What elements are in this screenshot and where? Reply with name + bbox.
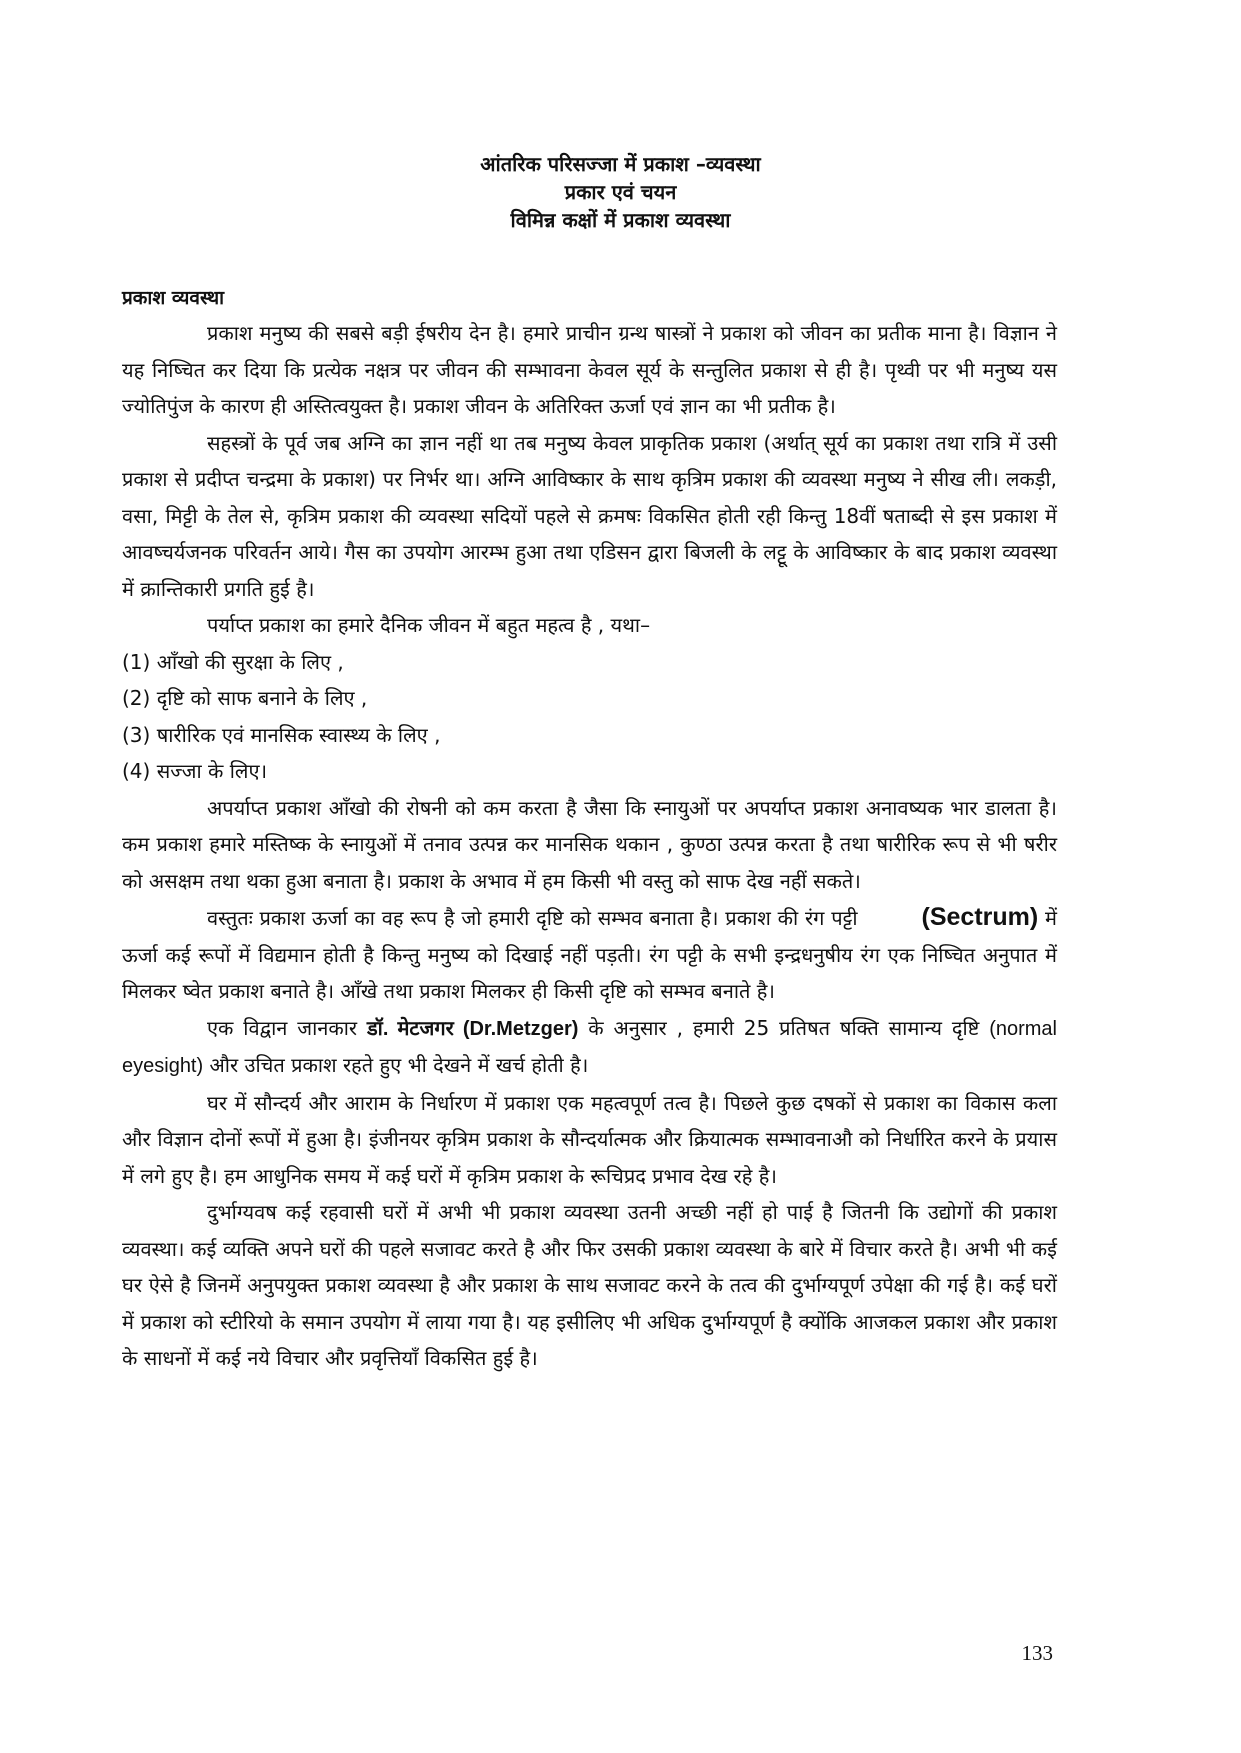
- list-item: (2) दृष्टि को साफ बनाने के लिए ,: [122, 686, 368, 710]
- title-line-2: प्रकार एवं चयन: [564, 180, 677, 204]
- paragraph-2: सहस्त्रों के पूर्व जब अग्नि का ज्ञान नहीं था तब मनुष्य केवल प्राकृतिक प्रकाश (अर्थात् सूर्य का प्रकाश तथा रात्रि में उसी प्रकाश से प्रदीप्त चन्द्रमा के प्रकाश) पर निर्भर था। अग्नि आविष्कार के साथ कृत्रिम प्रकाश की व्यवस्था मनुष्य ने सीख ली। लकड़ी, वसा, मिट्टी के तेल से, कृत्रिम प्रकाश की व्यवस्था सदियों पहले से क्रमषः विकसित होती रही किन्तु 18वीं षताब्दी से इस प्रकाश में आवष्चर्यजनक परिवर्तन आये। गैस का उपयोग आरम्भ हुआ तथा एडिसन द्वारा बिजली के लट्टू के आविष्कार के बाद प्रकाश व्यवस्था में क्रान्तिकारी प्रगति हुई है।: [122, 430, 1057, 601]
- list-item: (1) आँखो की सुरक्षा के लिए ,: [122, 649, 344, 674]
- paragraph-6-text-c: के अनुसार , हमारी 25 प्रतिषत षक्ति सामान्य दृष्टि: [578, 1015, 990, 1040]
- paragraph-1: प्रकाश मनुष्य की सबसे बड़ी ईषरीय देन है। हमारे प्राचीन ग्रन्थ षास्त्रों ने प्रकाश को जीवन का प्रतीक माना है। विज्ञान ने यह निष्चित कर दिया कि प्रत्येक नक्षत्र पर जीवन की सम्भावना केवल सूर्य के सन्तुलित प्रकाश से ही है। पृथ्वी पर भी मनुष्य यस ज्योतिपुंज के कारण ही अस्तित्वयुक्त है। प्रकाश जीवन के अतिरिक्त ऊर्जा एवं ज्ञान का भी प्रतीक है।: [122, 321, 1057, 418]
- paragraph-7: घर में सौन्दर्य और आराम के निर्धारण में प्रकाश एक महत्वपूर्ण तत्व है। पिछले कुछ दषकों से प्रकाश का विकास कला और विज्ञान दोनों रूपों में हुआ है। इंजीनयर कृत्रिम प्रकाश के सौन्दर्यात्मक और क्रियात्मक सम्भावनाऔ को निर्धारित करने के प्रयास में लगे हुए है। हम आधुनिक समय में कई घरों में कृत्रिम प्रकाश के रूचिप्रद प्रभाव देख रहे है।: [122, 1090, 1057, 1188]
- page-number: 133: [1021, 1641, 1053, 1665]
- title-line-3: विमिन्न कक्षों में प्रकाश व्यवस्था: [510, 208, 731, 232]
- spectrum-term: (Sectrum): [921, 903, 1039, 931]
- body-content: [122, 281, 1057, 1377]
- list-item: (3) षारीरिक एवं मानसिक स्वास्थ्य के लिए ,: [122, 722, 441, 747]
- importance-list: [122, 644, 1057, 790]
- paragraph-5-text-c: में ऊर्जा कई रूपों में विद्यमान होती है किन्तु मनुष्य को दिखाई नहीं पड़ती। रंग पट्टी के सभी इन्द्रधनुषीय रंग एक निष्चित अनुपात में मिलकर ष्वेत प्रकाश बनाते है। आँखे तथा प्रकाश मिलकर ही किसी दृष्टि को सम्भव बनाते है।: [122, 906, 1057, 1003]
- paragraph-6-text-e: और उचित प्रकाश रहते हुए भी देखने में खर्च होती है।: [203, 1053, 589, 1077]
- paragraph-8: दुर्भाग्यवष कई रहवासी घरों में अभी भी प्रकाश व्यवस्था उतनी अच्छी नहीं हो पाई है जितनी कि उद्योगों की प्रकाश व्यवस्था। कई व्यक्ति अपने घरों की पहले सजावट करते है और फिर उसकी प्रकाश व्यवस्था के बारे में विचार करते है। अभी भी कई घर ऐसे है जिनमें अनुपयुक्त प्रकाश व्यवस्था है और प्रकाश के साथ सजावट करने के तत्व की दुर्भाग्यपूर्ण उपेक्षा की गई है। कई घरों में प्रकाश को स्टीरियो के समान उपयोग में लाया गया है। यह इसीलिए भी अधिक दुर्भाग्यपूर्ण है क्योंकि आजकल प्रकाश और प्रकाश के साधनों में कई नये विचार और प्रवृत्तियाँ विकसित हुई है।: [122, 1200, 1057, 1370]
- paragraph-5-text-a: वस्तुतः प्रकाश ऊर्जा का वह रूप है जो हमारी दृष्टि को सम्भव बनाता है। प्रकाश की रंग पट्टी: [207, 906, 858, 930]
- paragraph-3: पर्याप्त प्रकाश का हमारे दैनिक जीवन में बहुत महत्व है , यथा–: [207, 613, 651, 637]
- document-title: [0, 150, 1241, 234]
- paragraph-6-text-a: एक विद्वान जानकार: [207, 1015, 367, 1040]
- list-item: (4) सज्जा के लिए।: [122, 759, 268, 783]
- author-name: डॉ. मेटजगर (Dr.Metzger): [366, 1017, 579, 1040]
- normal-eyesight-term: (normal eyesight): [122, 1017, 1057, 1077]
- section-heading: प्रकाश व्यवस्था: [122, 287, 225, 309]
- paragraph-6: [122, 1010, 1057, 1085]
- paragraph-5: [122, 899, 1057, 1010]
- paragraph-4: अपर्याप्त प्रकाश आँखो की रोषनी को कम करता है जैसा कि स्नायुओं पर अपर्याप्त प्रकाश अनावष्यक भार डालता है। कम प्रकाश हमारे मस्तिष्क के स्नायुओं में तनाव उत्पन्न कर मानसिक थकान , कुण्ठा उत्पन्न करता है तथा षारीरिक रूप से भी षरीर को असक्षम तथा थका हुआ बनाता है। प्रकाश के अभाव में हम किसी भी वस्तु को साफ देख नहीं सकते।: [122, 795, 1057, 893]
- title-line-1: आंतरिक परिसज्जा में प्रकाश –व्यवस्था: [480, 152, 761, 176]
